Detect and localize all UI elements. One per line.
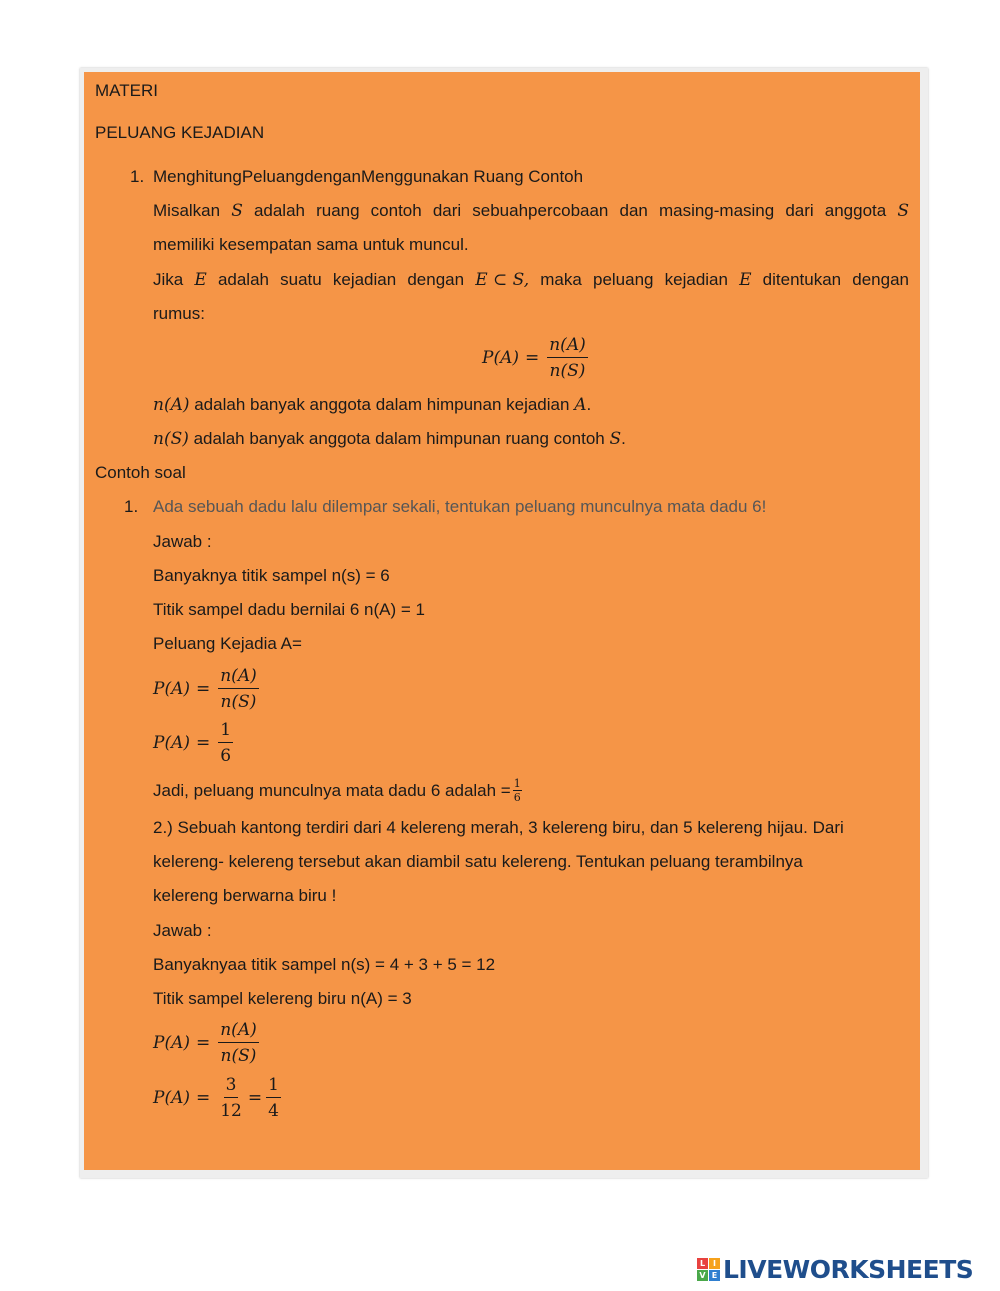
- formula-equals: =: [195, 1033, 211, 1053]
- paragraph-word: dengan: [852, 270, 909, 289]
- q2-formula-result: [153, 1075, 283, 1121]
- paragraph-word: S: [231, 201, 243, 221]
- logo-block: E: [709, 1270, 720, 1281]
- math-symbol: n(A): [153, 395, 190, 415]
- formula-equals: =: [195, 679, 211, 699]
- fraction-numerator: n(A): [218, 1020, 259, 1043]
- fraction-denominator: 6: [220, 746, 232, 766]
- period: .: [621, 429, 626, 448]
- formula-lhs: P(A): [153, 1033, 190, 1053]
- paragraph-word: adalah: [217, 270, 269, 289]
- logo-icon: [697, 1258, 720, 1281]
- definition-text: adalah banyak anggota dalam himpunan kejadian: [189, 395, 575, 414]
- formula-lhs: P(A): [153, 1088, 190, 1108]
- paragraph-word: ditentukan: [762, 270, 842, 289]
- formula-equals: =: [524, 348, 540, 368]
- answer-label: Jawab :: [153, 532, 212, 551]
- answer-label: Jawab :: [153, 921, 212, 940]
- formula-fraction: [218, 666, 259, 712]
- paragraph-word: S: [897, 201, 909, 221]
- answer-line: Titik sampel kelereng biru n(A) = 3: [153, 989, 412, 1008]
- formula-lhs: P(A): [482, 348, 519, 368]
- fraction-numerator: 1: [513, 777, 521, 790]
- formula-equals: =: [195, 1088, 211, 1108]
- paragraph-word: Misalkan: [153, 201, 221, 220]
- paragraph-word: contoh: [370, 201, 422, 220]
- definition-nS: [153, 429, 626, 449]
- question-number: 1.: [124, 497, 139, 516]
- formula-equals: =: [195, 733, 211, 753]
- example-heading: Contoh soal: [95, 463, 186, 482]
- liveworksheets-logo[interactable]: [697, 1255, 973, 1284]
- paragraph-word: dengan: [407, 270, 465, 289]
- question-2-line: kelereng- kelereng tersebut akan diambil satu kelereng. Tentukan peluang terambilnya: [153, 852, 803, 871]
- fraction-numerator: n(A): [218, 666, 259, 689]
- paragraph-line: [153, 201, 909, 221]
- paragraph-word: suatu: [280, 270, 322, 289]
- math-symbol: n(S): [153, 429, 189, 449]
- paragraph-word: E: [739, 270, 752, 290]
- paragraph-word: anggota: [824, 201, 887, 220]
- paragraph-word: E ⊂ S,: [475, 270, 530, 290]
- answer-line: Banyaknyaa titik sampel n(s) = 4 + 3 + 5 = 12: [153, 955, 496, 974]
- fraction-numerator: 1: [266, 1075, 281, 1098]
- definition-text: adalah banyak anggota dalam himpunan ruang contoh: [188, 429, 610, 448]
- fraction-denominator: 6: [513, 791, 521, 804]
- page-title: PELUANG KEJADIAN: [95, 123, 265, 142]
- paragraph-word: dari: [432, 201, 462, 220]
- fraction-denominator: n(S): [549, 361, 586, 381]
- section-number: 1.: [130, 167, 145, 186]
- answer-line: Titik sampel dadu bernilai 6 n(A) = 1: [153, 600, 425, 619]
- formula-fraction: [266, 1075, 281, 1121]
- paragraph-word: sebuahpercobaan: [472, 201, 609, 220]
- question-2-line: 2.) Sebuah kantong terdiri dari 4 kelereng merah, 3 kelereng biru, dan 5 kelereng hijau. Dari: [153, 818, 844, 837]
- answer-line: Banyaknya titik sampel n(s) = 6: [153, 566, 390, 585]
- formula-fraction: [218, 720, 233, 766]
- fraction-numerator: n(A): [547, 335, 588, 358]
- fraction-numerator: 3: [224, 1075, 239, 1098]
- materi-heading: MATERI: [95, 81, 158, 100]
- section-title: MenghitungPeluangdenganMenggunakan Ruang Contoh: [153, 167, 584, 186]
- fraction-numerator: 1: [218, 720, 233, 743]
- answer-line: Peluang Kejadia A=: [153, 634, 302, 653]
- paragraph-line: rumus:: [153, 304, 205, 323]
- q2-formula-general: [153, 1020, 261, 1066]
- q1-formula-general: [153, 666, 261, 712]
- fraction-denominator: n(S): [220, 1046, 257, 1066]
- math-symbol: S: [609, 429, 622, 449]
- paragraph-word: adalah: [253, 201, 305, 220]
- fraction-denominator: 12: [220, 1101, 242, 1121]
- paragraph-line: memiliki kesempatan sama untuk muncul.: [153, 235, 469, 254]
- formula-fraction: [547, 335, 588, 381]
- paragraph-word: maka: [540, 270, 582, 289]
- paragraph-word: dan: [619, 201, 648, 220]
- formula-equals: =: [247, 1088, 263, 1108]
- fraction-denominator: 4: [268, 1101, 279, 1121]
- conclusion-fraction: [513, 778, 522, 803]
- q1-formula-result: [153, 720, 235, 766]
- math-symbol: A: [574, 395, 587, 415]
- conclusion-text: Jadi, peluang munculnya mata dadu 6 adalah =: [153, 780, 511, 800]
- logo-text: LIVEWORKSHEETS: [723, 1255, 974, 1284]
- paragraph-line: [153, 270, 909, 290]
- question-2-line: kelereng berwarna biru !: [153, 886, 337, 905]
- paragraph-word: Jika: [153, 270, 184, 289]
- formula-lhs: P(A): [153, 733, 190, 753]
- formula-fraction: [218, 1020, 259, 1066]
- logo-block: I: [709, 1258, 720, 1269]
- formula-fraction: [218, 1075, 244, 1121]
- paragraph-word: E: [194, 270, 207, 290]
- formula-lhs: P(A): [153, 679, 190, 699]
- paragraph-word: dari: [785, 201, 814, 220]
- q1-conclusion: [153, 778, 524, 803]
- question-1: Ada sebuah dadu lalu dilempar sekali, tentukan peluang munculnya mata dadu 6!: [153, 497, 767, 516]
- paragraph-word: kejadian: [332, 270, 397, 289]
- definition-nA: [153, 395, 591, 415]
- logo-block: V: [697, 1270, 708, 1281]
- logo-block: L: [697, 1258, 708, 1269]
- paragraph-word: masing-masing: [658, 201, 775, 220]
- paragraph-word: ruang: [316, 201, 360, 220]
- probability-formula: [482, 335, 590, 381]
- fraction-denominator: n(S): [220, 692, 257, 712]
- period: .: [586, 395, 592, 414]
- paragraph-word: kejadian: [664, 270, 728, 289]
- paragraph-word: peluang: [592, 270, 654, 289]
